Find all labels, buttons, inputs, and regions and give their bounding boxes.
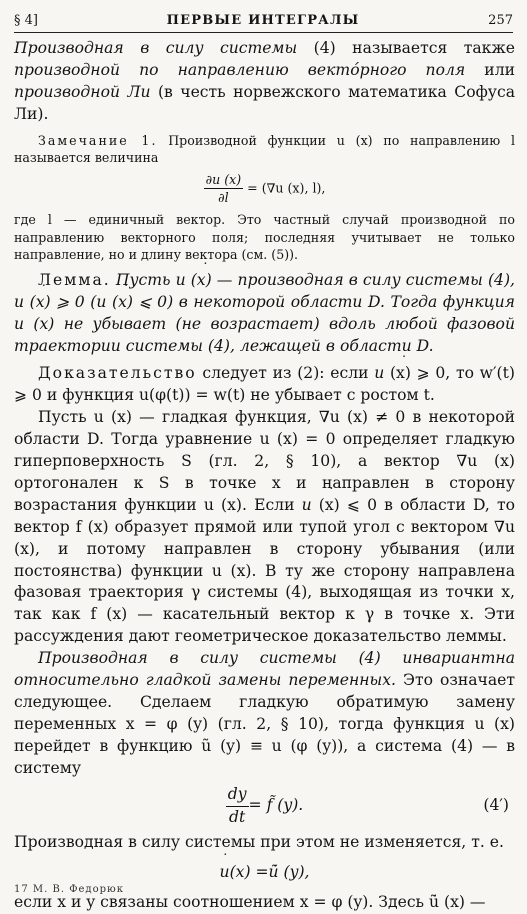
- fraction-numerator: dy: [226, 784, 249, 807]
- section-mark: § 4]: [14, 12, 38, 28]
- u-dot: ˙ u: [220, 862, 230, 884]
- equation-rhs: = f̃ (y).: [248, 796, 304, 815]
- equation-derivative-equal: [14, 862, 515, 884]
- text: (в честь норвежского математика Софуса Ли).: [14, 82, 516, 123]
- term-lie: производной Ли: [14, 82, 151, 101]
- remark-paragraph: [14, 132, 515, 167]
- text: (x) ⩾ 0 (: [24, 292, 97, 311]
- fraction-denominator: ∂l: [218, 190, 229, 206]
- fraction-numerator: ∂u (x): [204, 171, 244, 190]
- invariance-paragraph: [14, 648, 515, 779]
- unchanged-paragraph: Производная в силу системы при этом не изменяется, т. е.: [14, 833, 504, 852]
- fraction-denominator: dt: [229, 807, 246, 826]
- text: (x) — производная в силу системы (4),: [185, 270, 515, 289]
- remark-label: Замечание 1.: [38, 132, 158, 148]
- invariance-statement: Производная в силу системы (4) инвариантна относительно гладкой замены переменных.: [14, 649, 515, 690]
- u-dot: ˙ u: [96, 293, 106, 311]
- fraction: [226, 784, 249, 829]
- term-derivative: Производная в силу системы: [14, 39, 298, 57]
- equation-number: (4′): [483, 796, 509, 815]
- text: Пусть u (x) — гладкая функция, ∇u (x) ≠ 0 в некоторой области D. Тогда уравнение u (x) = 0 определяет гладкую гиперповерхность S (гл. 2, § 10), а вектор ∇u (x) ортогонален к S в точке x и направлен в сторону возрастания функции u (x). Если: [14, 408, 515, 514]
- running-title: ПЕРВЫЕ ИНТЕГРАЛЫ: [166, 12, 360, 28]
- proof-paragraph: [14, 363, 515, 407]
- equation-rhs: ũ̇ (y),: [268, 863, 310, 882]
- u-dot: ˙ u: [14, 293, 24, 311]
- text: Пусть: [110, 270, 176, 289]
- text: (x) ⩽ 0) в некоторой области D. Тогда функция u (x) не убывает (не возрастает) вдоль любой фазовой траектории системы (4), лежащей в области D.: [14, 292, 515, 355]
- page-body: [14, 38, 515, 914]
- text: следует из (2): если: [196, 364, 375, 383]
- last-paragraph: если x и y связаны соотношением x = φ (y). Здесь ũ̇ (x) —: [14, 893, 486, 912]
- u-dot: ˙ u: [176, 271, 186, 289]
- u-dot: ˙ u: [302, 496, 312, 514]
- text: Это означает следующее. Сделаем гладкую обратимую замену переменных x = φ (y) (гл. 2, § 10), тогда функция u (x) перейдет в функцию ũ (y) ≡ u (φ (y)), а система (4) — в систему: [14, 671, 516, 777]
- u-dot: ˙ u: [374, 364, 384, 382]
- text: (4) называется также: [297, 39, 516, 57]
- text: (x) ⩽ 0 в области D, то вектор f (x) образует прямой или тупой угол с вектором ∇u (x), и потому направлен в сторону убывания (или постоянства) функции u (x). В ту же сторону направлена фазовая траектория γ системы (4), выходящая из точки x, так как f (x) — касательный вектор к γ в точке x. Эти рассуждения дают геометрическое доказательство леммы.: [14, 495, 515, 646]
- formula-rhs: = (∇u (x), l),: [243, 180, 326, 196]
- remark-after: где l — единичный вектор. Это частный случай производной по направлению векторного поля; последняя учитывает не только направление, но и длину вектора (см. (5)).: [14, 212, 515, 263]
- text: (x) ⩾ 0, то w′(t) ⩾ 0 и функция u(φ(t)) = w(t) не убывает с ростом t.: [14, 364, 515, 405]
- running-header: [14, 8, 513, 33]
- text: или: [465, 60, 516, 79]
- proof-label: Доказательство: [38, 364, 197, 383]
- fraction: [204, 171, 244, 207]
- equation-4-prime: [14, 784, 515, 829]
- lemma-label: Лемма.: [38, 270, 111, 289]
- smooth-function-paragraph: [14, 407, 515, 648]
- signature-footer: 17 М. В. Федорюк: [14, 884, 124, 895]
- equation-lhs: (x) =: [229, 863, 269, 882]
- remark-text: Производной функции u (x) по направлению l называется величина: [14, 132, 515, 166]
- paragraph-lie-derivative: [14, 38, 515, 126]
- lemma-paragraph: [14, 270, 515, 358]
- page-number: 257: [488, 12, 513, 28]
- term-directional: производной по направлению векто́рного поля: [14, 60, 466, 79]
- formula-directional-derivative: [14, 171, 515, 207]
